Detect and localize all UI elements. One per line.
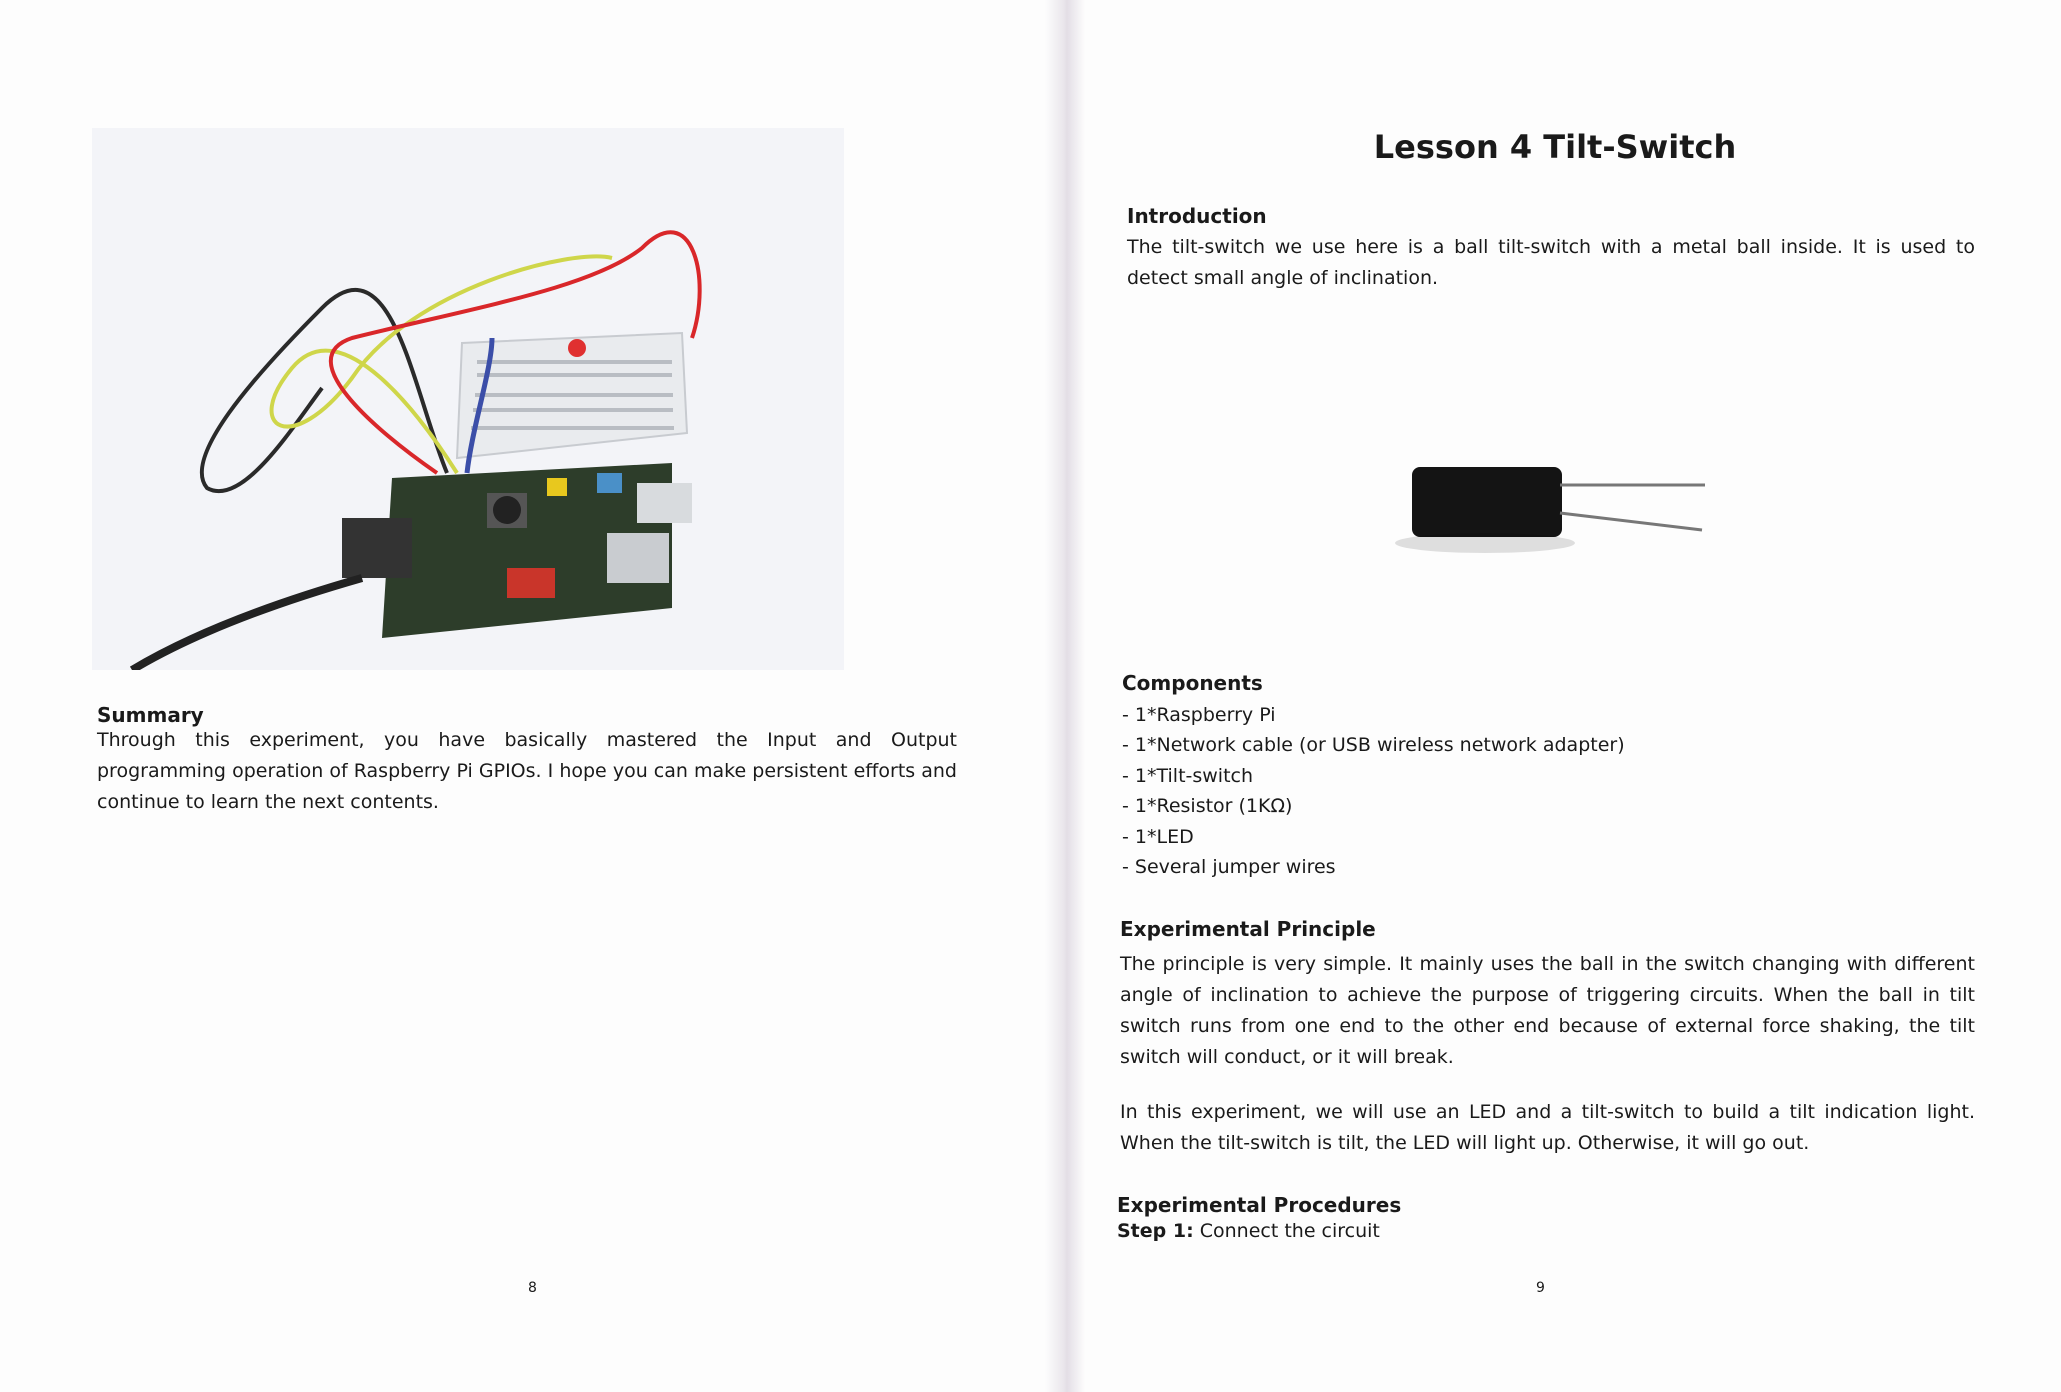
list-item: - 1*Network cable (or USB wireless network adapter)	[1122, 734, 1625, 757]
page-number-left: 8	[528, 1280, 537, 1296]
procedures-title: Experimental Procedures	[1117, 1193, 1402, 1217]
principle-title: Experimental Principle	[1120, 917, 1376, 941]
list-item: - 1*Tilt-switch	[1122, 764, 1254, 787]
list-item: - Several jumper wires	[1122, 856, 1336, 879]
summary-text: Through this experiment, you have basically mastered the Input and Output programming operation of Raspberry Pi GPIOs. I hope you can make persistent efforts and continue to learn the next contents.	[97, 729, 957, 813]
introduction-text: The tilt-switch we use here is a ball tilt-switch with a metal ball inside. It is used to detect small angle of inclination.	[1127, 236, 1975, 289]
step-1	[1117, 1220, 1380, 1242]
introduction-title: Introduction	[1127, 204, 1267, 228]
step-text: Connect the circuit	[1193, 1220, 1380, 1242]
book-gutter	[1045, 0, 1085, 1392]
raspberry-pi-circuit-photo	[92, 128, 844, 670]
led-image	[568, 339, 586, 357]
summary-title: Summary	[97, 703, 204, 727]
list-item: - 1*Resistor (1KΩ)	[1122, 795, 1293, 818]
components-list	[1122, 700, 1625, 882]
tilt-switch-photo	[1390, 455, 1710, 565]
lesson-title: Lesson 4 Tilt-Switch	[1373, 128, 1737, 166]
list-item: - 1*Raspberry Pi	[1122, 704, 1276, 726]
page-number-right: 9	[1536, 1280, 1545, 1296]
principle-paragraph-2: In this experiment, we will use an LED and a tilt-switch to build a tilt indication light. When the tilt-switch is tilt, the LED will light up. Otherwise, it will go out.	[1120, 1101, 1975, 1154]
components-title: Components	[1122, 671, 1263, 695]
list-item: - 1*LED	[1122, 825, 1194, 848]
principle-paragraph-1: The principle is very simple. It mainly uses the ball in the switch changing with different angle of inclination to achieve the purpose of triggering circuits. When the ball in tilt switch runs from one end to the other end because of external force shaking, the tilt switch will conduct, or it will break.	[1120, 953, 1975, 1068]
step-label: Step 1:	[1117, 1220, 1194, 1242]
